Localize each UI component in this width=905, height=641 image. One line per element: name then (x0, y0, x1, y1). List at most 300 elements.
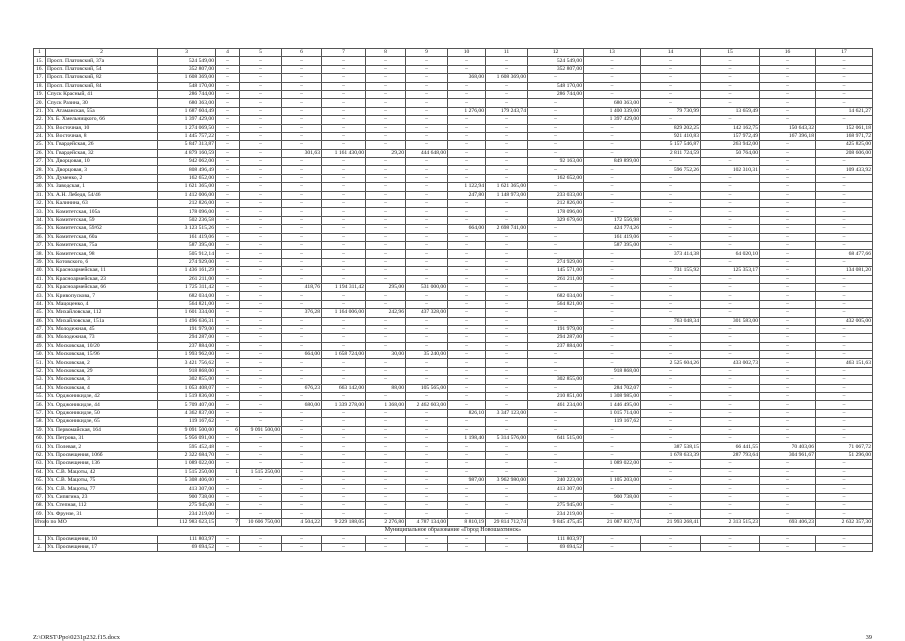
table-row (34, 124, 873, 132)
table-cell: – (816, 535, 873, 543)
table-cell: – (240, 351, 282, 359)
table-cell: 502 236,58 (158, 216, 216, 224)
table-cell: – (641, 174, 701, 182)
table-cell: 191 979,00 (158, 325, 216, 333)
table-cell: 1 678 633,39 (641, 451, 701, 459)
table-cell: – (816, 367, 873, 375)
table-cell: 67. (34, 493, 46, 501)
table-cell: – (486, 99, 528, 107)
table-cell: Ул. Орджоникидзе, 50 (46, 409, 158, 417)
table-cell: – (322, 418, 366, 426)
table-cell: 15 (701, 49, 760, 57)
table-cell: 150 643,32 (760, 124, 816, 132)
table-cell: Ул. Московская, 29 (46, 367, 158, 375)
table-cell: – (528, 74, 584, 82)
table-cell: 16 (760, 49, 816, 57)
table-cell: – (528, 426, 584, 434)
table-cell: – (641, 57, 701, 65)
table-cell: Ул. Московская, 15/96 (46, 351, 158, 359)
table-cell: – (760, 325, 816, 333)
table-cell: – (322, 191, 366, 199)
table-cell: – (641, 434, 701, 442)
table-cell: – (322, 300, 366, 308)
table-cell: – (322, 241, 366, 249)
table-cell: 162 652,00 (528, 174, 584, 182)
table-cell: – (448, 493, 486, 501)
table-cell: 13 659,49 (701, 107, 760, 115)
table-cell: – (760, 426, 816, 434)
table-cell: 31. (34, 191, 46, 199)
table-cell: – (816, 418, 873, 426)
table-cell: 9 091 500,00 (240, 426, 282, 434)
table-cell: – (584, 283, 641, 291)
table-cell: 4 879 160,59 (158, 149, 216, 157)
table-cell: 921 410,83 (641, 132, 701, 140)
table-row (34, 376, 873, 384)
table-row (34, 510, 873, 518)
table-cell: 5 157 546,87 (641, 141, 701, 149)
table-cell: – (486, 460, 528, 468)
table-cell: 168 971,72 (816, 132, 873, 140)
table-cell: – (448, 57, 486, 65)
table-cell: – (816, 393, 873, 401)
table-row (34, 443, 873, 451)
table-cell: – (584, 174, 641, 182)
table-cell: – (366, 107, 406, 115)
table-cell: Ул. Михайловская, 112 (46, 309, 158, 317)
table-row (34, 191, 873, 199)
table-cell: – (816, 57, 873, 65)
table-cell: – (406, 393, 448, 401)
table-cell: – (816, 409, 873, 417)
table-cell: – (584, 191, 641, 199)
table-cell: – (240, 82, 282, 90)
table-cell: – (406, 275, 448, 283)
table-cell: – (641, 225, 701, 233)
table-cell: 1 515 250,00 (158, 468, 216, 476)
table-cell: – (816, 493, 873, 501)
table-cell: – (322, 57, 366, 65)
table-cell: – (448, 116, 486, 124)
table-cell: – (240, 200, 282, 208)
table-row (34, 476, 873, 484)
table-cell: 1. (34, 535, 46, 543)
table-row (34, 409, 873, 417)
table-cell: – (816, 476, 873, 484)
table-cell: – (406, 258, 448, 266)
table-row (34, 300, 873, 308)
table-cell: 301 583,00 (701, 317, 760, 325)
table-cell: 179 243,74 (486, 107, 528, 115)
table-cell: – (486, 510, 528, 518)
table-cell: – (448, 99, 486, 107)
table-cell: – (240, 65, 282, 73)
table-cell: – (406, 65, 448, 73)
table-cell: – (584, 317, 641, 325)
table-cell: Ул. Восточная, 10 (46, 124, 158, 132)
table-cell: – (584, 443, 641, 451)
table-cell: 900 738,00 (584, 493, 641, 501)
table-cell: 10 606 750,00 (240, 518, 282, 526)
table-cell: 105 565,00 (406, 384, 448, 392)
table-cell: – (216, 65, 240, 73)
table-cell: – (366, 359, 406, 367)
table-cell: – (448, 250, 486, 258)
table-cell: – (216, 317, 240, 325)
table-cell: – (322, 174, 366, 182)
table-cell: 1 496 636,31 (158, 317, 216, 325)
table-cell: 1 993 962,00 (158, 351, 216, 359)
table-cell: – (216, 485, 240, 493)
table-cell: – (760, 183, 816, 191)
table-cell: 3 123 515,26 (158, 225, 216, 233)
table-cell: – (701, 460, 760, 468)
table-cell: 51 296,00 (816, 451, 873, 459)
table-cell: – (240, 267, 282, 275)
table-cell: – (216, 309, 240, 317)
table-cell: – (641, 275, 701, 283)
table-row (34, 65, 873, 73)
table-cell: 2 (46, 49, 158, 57)
table-cell: Ул. Заводская, 1 (46, 183, 158, 191)
table-cell: – (584, 502, 641, 510)
table-cell: 1 198,40 (448, 434, 486, 442)
table-cell: Ул. С.В. Мацоты, 42 (46, 468, 158, 476)
table-row (34, 334, 873, 342)
table-cell: – (701, 468, 760, 476)
table-cell: – (701, 174, 760, 182)
table-cell: – (584, 334, 641, 342)
table-cell: – (528, 309, 584, 317)
table-cell: – (816, 183, 873, 191)
table-cell: – (816, 99, 873, 107)
table-cell: 352 807,00 (158, 65, 216, 73)
table-cell: – (448, 174, 486, 182)
table-cell: 3 (158, 49, 216, 57)
table-cell: – (322, 493, 366, 501)
table-cell: – (366, 367, 406, 375)
table-row (34, 166, 873, 174)
table-cell: 208 606,00 (816, 149, 873, 157)
table-row (34, 174, 873, 182)
table-cell: – (584, 166, 641, 174)
table-cell: – (282, 241, 322, 249)
table-cell: 134 081,20 (816, 267, 873, 275)
table-cell: – (486, 493, 528, 501)
table-cell: 376,28 (282, 309, 322, 317)
table-cell: Ул. Б. Хмельницкого, 66 (46, 116, 158, 124)
table-cell: 1 658 724,00 (322, 351, 366, 359)
table-row (34, 325, 873, 333)
table-cell: – (584, 376, 641, 384)
table-cell: Ул. А.Н. Лебедя, 54/46 (46, 191, 158, 199)
table-cell: – (240, 502, 282, 510)
table-cell: – (240, 476, 282, 484)
table-cell: 11 (486, 49, 528, 57)
table-row (34, 384, 873, 392)
table-cell: Ул. Первомайская, 164 (46, 426, 158, 434)
table-cell: – (366, 376, 406, 384)
table-cell: 69 694,52 (528, 544, 584, 552)
table-row (34, 90, 873, 98)
table-cell: – (641, 208, 701, 216)
table-cell: – (282, 132, 322, 140)
table-cell: – (240, 493, 282, 501)
table-cell: – (448, 208, 486, 216)
table-cell: 693 406,23 (760, 518, 816, 526)
table-cell: – (366, 124, 406, 132)
table-cell: – (584, 485, 641, 493)
table-cell: – (406, 191, 448, 199)
table-cell: – (641, 351, 701, 359)
table-cell: 27. (34, 158, 46, 166)
table-cell: – (282, 292, 322, 300)
table-cell: Ул. Просвещения, 10 (46, 535, 158, 543)
table-cell: 68 477,66 (816, 250, 873, 258)
table-cell: 596 752,26 (641, 166, 701, 174)
table-cell: – (322, 317, 366, 325)
table-cell: 5 314 576,00 (486, 434, 528, 442)
table-cell: – (486, 535, 528, 543)
table-cell: – (701, 510, 760, 518)
table-cell: – (760, 502, 816, 510)
table-cell: 302 855,00 (528, 376, 584, 384)
table-cell: – (760, 351, 816, 359)
table-cell: – (406, 418, 448, 426)
table-cell: 680,00 (282, 401, 322, 409)
table-cell: Просп. Платовский, 84 (46, 82, 158, 90)
table-cell: Ул. Котовского, 6 (46, 258, 158, 266)
table-cell: – (216, 116, 240, 124)
table-cell: 1 412 006,00 (158, 191, 216, 199)
table-cell: – (641, 183, 701, 191)
table-cell: 109 433,92 (816, 166, 873, 174)
table-cell: – (282, 74, 322, 82)
table-cell: Ул. Восточная, 8 (46, 132, 158, 140)
table-cell: – (584, 74, 641, 82)
table-cell: 1 274 069,50 (158, 124, 216, 132)
table-cell: 79 730,99 (641, 107, 701, 115)
table-cell: 301,63 (282, 149, 322, 157)
table-cell: 1 308 985,00 (584, 393, 641, 401)
table-cell: – (641, 216, 701, 224)
table-cell: 191 979,00 (528, 325, 584, 333)
table-cell: – (816, 283, 873, 291)
table-cell: – (701, 544, 760, 552)
table-cell: – (216, 258, 240, 266)
table-cell: – (282, 57, 322, 65)
table-cell: – (701, 409, 760, 417)
table-cell: – (216, 99, 240, 107)
table-cell: – (322, 225, 366, 233)
table-cell: 663 142,00 (322, 384, 366, 392)
table-cell: 1 400 339,00 (584, 107, 641, 115)
table-cell: – (701, 57, 760, 65)
table-cell: 49. (34, 342, 46, 350)
table-cell: 26. (34, 149, 46, 157)
table-cell: – (322, 82, 366, 90)
table-cell: – (448, 367, 486, 375)
table-cell: – (322, 216, 366, 224)
table-cell: – (816, 65, 873, 73)
table-cell: – (366, 74, 406, 82)
table-row (34, 233, 873, 241)
table-cell: – (448, 451, 486, 459)
table-cell: – (216, 342, 240, 350)
table-cell: 47. (34, 325, 46, 333)
table-cell: – (448, 300, 486, 308)
table-cell: – (216, 132, 240, 140)
table-cell: 25. (34, 141, 46, 149)
table-cell: – (528, 183, 584, 191)
table-cell: – (406, 124, 448, 132)
table-cell: 233 033,00 (528, 191, 584, 199)
table-cell: – (584, 468, 641, 476)
table-cell: Ул. Красноармейская, 11 (46, 267, 158, 275)
table-cell: 57. (34, 409, 46, 417)
table-cell: – (240, 443, 282, 451)
table-cell: – (816, 351, 873, 359)
table-cell: – (240, 141, 282, 149)
table-cell: – (584, 208, 641, 216)
table-cell: – (760, 65, 816, 73)
table-cell: – (760, 468, 816, 476)
table-cell: – (366, 233, 406, 241)
table-cell: 3 962 980,00 (486, 476, 528, 484)
table-cell: – (760, 334, 816, 342)
table-cell: – (240, 74, 282, 82)
table-cell: 30. (34, 183, 46, 191)
table-cell: – (216, 250, 240, 258)
table-cell: 587 395,00 (158, 241, 216, 249)
table-cell: – (282, 409, 322, 417)
table-cell: – (366, 493, 406, 501)
table-cell: – (641, 191, 701, 199)
table-row (34, 149, 873, 157)
table-cell: – (486, 258, 528, 266)
table-cell: – (701, 485, 760, 493)
table-row (34, 309, 873, 317)
table-cell: – (816, 300, 873, 308)
table-cell: – (816, 401, 873, 409)
table-cell: 1 161 430,00 (322, 149, 366, 157)
table-cell: – (322, 342, 366, 350)
table-cell: – (528, 149, 584, 157)
table-cell: – (486, 267, 528, 275)
table-cell: – (406, 485, 448, 493)
table-cell: – (528, 166, 584, 174)
table-cell: Ул. Атаманская, 55а (46, 107, 158, 115)
table-cell: – (448, 460, 486, 468)
table-cell: – (322, 393, 366, 401)
table-row (34, 367, 873, 375)
table-cell: – (760, 485, 816, 493)
table-cell: – (528, 99, 584, 107)
table-cell: – (282, 502, 322, 510)
table-cell: – (322, 434, 366, 442)
table-cell: 1 621 365,00 (158, 183, 216, 191)
table-cell: 161 419,06 (584, 233, 641, 241)
table-cell: 55. (34, 393, 46, 401)
table-cell: 70 403,06 (760, 443, 816, 451)
table-cell: – (486, 250, 528, 258)
table-cell: 59. (34, 426, 46, 434)
table-cell: Ул. Орджоникидзе, 65 (46, 418, 158, 426)
table-cell: – (486, 233, 528, 241)
table-cell: Ул. Калинина, 63 (46, 200, 158, 208)
table-cell: – (641, 468, 701, 476)
table-cell: Ул. Молодежная, 73 (46, 334, 158, 342)
table-cell: 808 496,49 (158, 166, 216, 174)
table-cell: 42. (34, 283, 46, 291)
table-cell: – (240, 384, 282, 392)
table-cell: – (322, 65, 366, 73)
table-cell: – (282, 258, 322, 266)
table-cell: 682 034,00 (158, 292, 216, 300)
table-cell: – (366, 325, 406, 333)
table-cell: – (701, 393, 760, 401)
table-cell: – (584, 267, 641, 275)
table-cell: – (282, 65, 322, 73)
table-cell: – (816, 174, 873, 182)
table-cell: Ул. Красноармейская, 23 (46, 275, 158, 283)
table-cell: – (240, 158, 282, 166)
table-row (34, 426, 873, 434)
table-cell: 263 942,00 (701, 141, 760, 149)
table-cell: 63. (34, 460, 46, 468)
table-cell: – (701, 401, 760, 409)
table-cell: – (486, 426, 528, 434)
table-cell: – (322, 258, 366, 266)
table-cell: – (701, 275, 760, 283)
table-cell: 58. (34, 418, 46, 426)
table-cell: – (282, 216, 322, 224)
table-cell: – (641, 158, 701, 166)
table-cell: 548 170,00 (158, 82, 216, 90)
table-cell: – (486, 418, 528, 426)
table-cell: Ул. Московская, 2 (46, 359, 158, 367)
table-cell: 763 048,34 (641, 317, 701, 325)
table-cell: Ул. Московская, 10/20 (46, 342, 158, 350)
table-cell: 352 807,00 (528, 65, 584, 73)
table-cell: – (216, 434, 240, 442)
table-cell: – (584, 434, 641, 442)
table-row (34, 393, 873, 401)
table-cell: – (366, 132, 406, 140)
table-cell: – (701, 300, 760, 308)
table-cell: – (216, 401, 240, 409)
table-cell: 10 (448, 49, 486, 57)
table-cell: – (282, 426, 322, 434)
table-cell: – (486, 200, 528, 208)
table-cell: – (701, 535, 760, 543)
table-cell: – (240, 376, 282, 384)
table-cell: 48. (34, 334, 46, 342)
table-cell: – (584, 200, 641, 208)
table-cell: – (760, 200, 816, 208)
table-cell: – (240, 510, 282, 518)
table-cell: – (322, 535, 366, 543)
table-cell: Ул. Просвещения, 136 (46, 460, 158, 468)
table-cell: 524 549,00 (528, 57, 584, 65)
table-cell: 212 826,00 (158, 200, 216, 208)
table-cell: – (486, 502, 528, 510)
table-cell: – (486, 351, 528, 359)
table-cell: – (641, 241, 701, 249)
table-cell: – (322, 250, 366, 258)
table-row (34, 493, 873, 501)
table-cell: 1 445 757,22 (158, 132, 216, 140)
